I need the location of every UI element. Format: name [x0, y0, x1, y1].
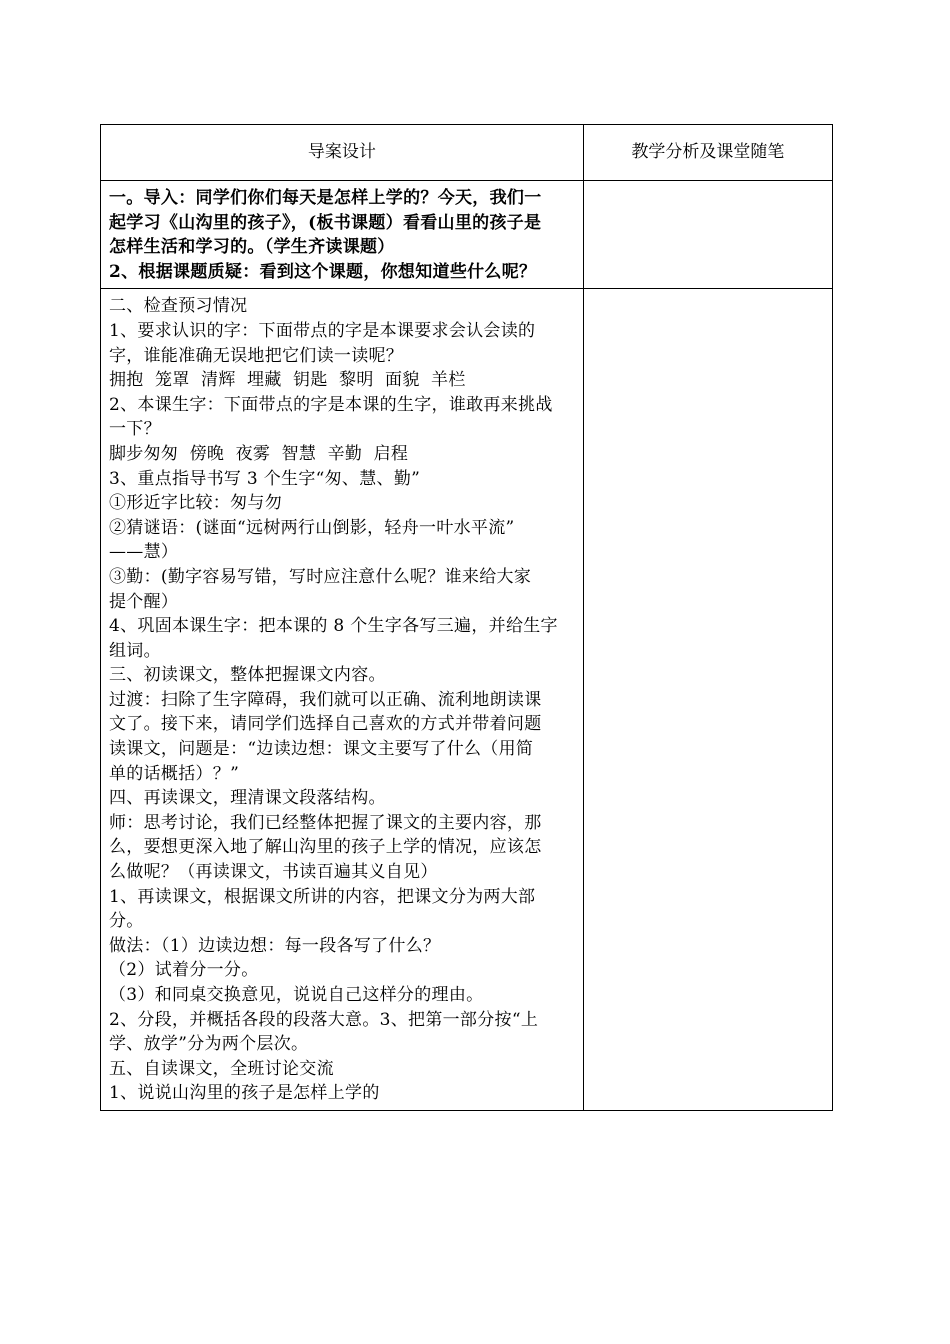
- text-line: 一下？: [109, 419, 161, 440]
- text-line: 3、重点指导书写 3 个生字“匆、慧、勤”: [109, 468, 421, 489]
- text-line: 4、巩固本课生字：把本课的 8 个生字各写三遍，并给生字: [109, 616, 558, 637]
- text-line: 师：思考讨论，我们已经整体把握了课文的主要内容，那: [109, 812, 542, 833]
- main-notes-cell: [583, 289, 832, 1111]
- intro-row: [101, 181, 833, 289]
- text-line: 一。导入：同学们你们每天是怎样上学的？今天，我们一: [109, 188, 542, 208]
- text-line: 组词。: [109, 640, 161, 661]
- text-line: 2、根据课题质疑：看到这个课题，你想知道些什么呢？: [109, 261, 537, 282]
- intro-cell: [101, 181, 584, 289]
- header-row: [101, 125, 833, 181]
- text-line: 1、说说山沟里的孩子是怎样上学的: [109, 1083, 380, 1104]
- intro-notes-cell: [583, 181, 832, 289]
- text-line: 文了。接下来，请同学们选择自己喜欢的方式并带着问题: [109, 714, 542, 735]
- text-line: 1、要求认识的字：下面带点的字是本课要求会认会读的: [109, 320, 536, 341]
- text-line: 2、分段，并概括各段的段落大意。3、把第一部分按“上: [109, 1009, 539, 1030]
- lesson-plan-table: [100, 124, 833, 1111]
- text-line: 三、初读课文，整体把握课文内容。: [109, 665, 386, 686]
- text-line: 字，谁能准确无误地把它们读一读呢？: [109, 345, 404, 366]
- header-lesson-design: 导案设计: [101, 125, 584, 181]
- text-line: 拥抱 笼罩 清辉 埋藏 钥匙 黎明 面貌 羊栏: [109, 370, 466, 391]
- text-line: 四、再读课文，理清课文段落结构。: [109, 788, 386, 809]
- text-line: 2、本课生字：下面带点的字是本课的生字，谁敢再来挑战: [109, 394, 553, 415]
- text-line: 脚步匆匆 傍晚 夜雾 智慧 辛勤 启程: [109, 443, 409, 464]
- intro-content: [101, 181, 583, 288]
- text-line: 单的话概括）？”: [109, 763, 240, 784]
- text-line: 分。: [109, 911, 144, 932]
- text-line: （3）和同桌交换意见，说说自己这样分的理由。: [109, 985, 484, 1005]
- text-line: ②猜谜语：(谜面“远树两行山倒影，轻舟一叶水平流”: [109, 517, 515, 538]
- text-line: 么，要想更深入地了解山沟里的孩子上学的情况，应该怎: [109, 837, 542, 858]
- text-line: （2）试着分一分。: [109, 960, 259, 981]
- header-teaching-analysis: 教学分析及课堂随笔: [583, 125, 832, 181]
- text-line: 读课文，问题是：“边读边想：课文主要写了什么（用简: [109, 739, 534, 760]
- main-row: [101, 289, 833, 1111]
- main-content: [101, 289, 583, 1110]
- text-line: 1、再读课文，根据课文所讲的内容，把课文分为两大部: [109, 886, 536, 907]
- text-line: 起学习《山沟里的孩子》，(板书课题）看看山里的孩子是: [109, 212, 542, 233]
- text-line: 五、自读课文，全班讨论交流: [109, 1058, 334, 1079]
- text-line: 过渡：扫除了生字障碍，我们就可以正确、流利地朗读课: [109, 689, 542, 710]
- text-line: 提个醒）: [109, 591, 179, 612]
- text-line: 做法：（1）边读边想：每一段各写了什么？: [109, 935, 441, 956]
- text-line: ——慧）: [109, 542, 179, 563]
- text-line: ③勤：(勤字容易写错，写时应注意什么呢？谁来给大家: [109, 566, 532, 587]
- text-line: 学、放学”分为两个层次。: [109, 1034, 309, 1055]
- text-line: 怎样生活和学习的。（学生齐读课题）: [109, 237, 395, 258]
- text-line: 二、检查预习情况: [109, 296, 248, 317]
- text-line: ①形近字比较：匆与勿: [109, 493, 282, 514]
- text-line: 么做呢？（再读课文，书读百遍其义自见）: [109, 862, 438, 883]
- main-cell: [101, 289, 584, 1111]
